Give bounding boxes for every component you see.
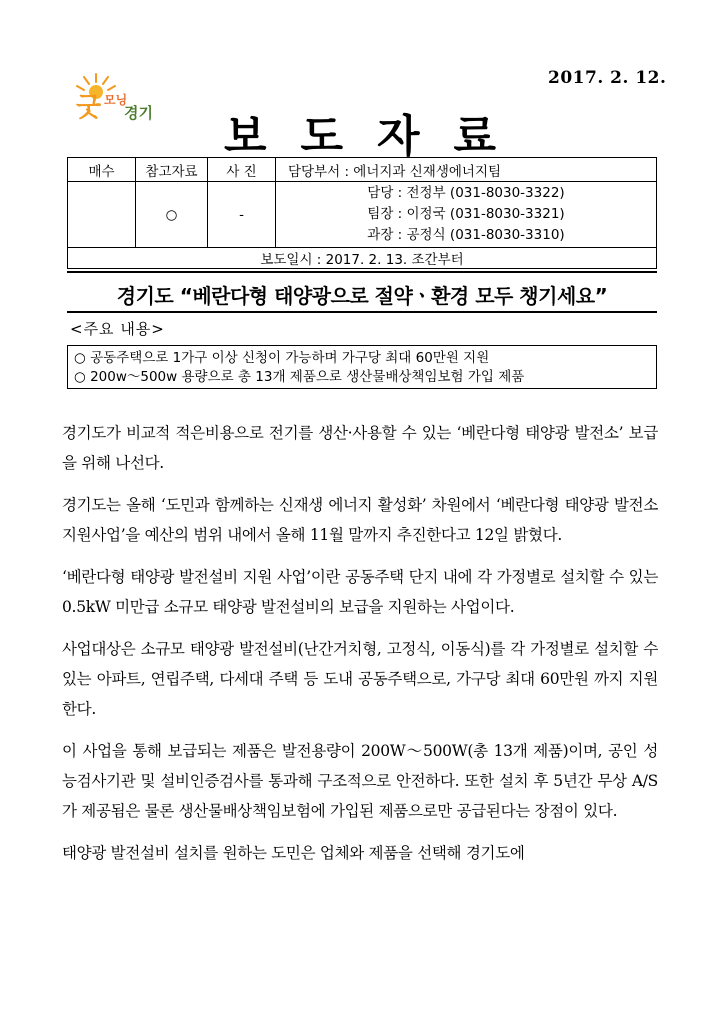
value-pages	[68, 182, 136, 248]
divider-bottom	[67, 311, 657, 313]
page-title: 보도자료	[223, 111, 530, 162]
header-reference: 참고자료	[136, 158, 208, 182]
summary-box	[67, 345, 657, 389]
summary-title: <주요 내용>	[70, 320, 165, 338]
logo-text-good: 굿	[76, 93, 102, 122]
header-pages: 매수	[68, 158, 136, 182]
paragraph: 사업대상은 소규모 태양광 발전설비(난간거치형, 고정식, 이동식)를 각 가정별로 설치할 수 있는 아파트, 연립주택, 다세대 주택 등 도내 공동주택으로, 가구당 최대 60만원 까지 지원한다.	[62, 640, 658, 718]
article-body	[62, 418, 658, 880]
paragraph: 경기도는 올해 ‘도민과 함께하는 신재생 에너지 활성화’ 차원에서 ‘베란다형 태양광 발전소 지원사업’을 예산의 범위 내에서 올해 11월 말까지 추진한다고 12일 밝혔다.	[62, 496, 658, 544]
contact-director: 과장 : 공정식 (031-8030-3310)	[367, 227, 565, 243]
headline: 경기도 “베란다형 태양광으로 절약ㆍ환경 모두 챙기세요”	[116, 284, 608, 308]
paragraph: 태양광 발전설비 설치를 원하는 도민은 업체와 제품을 선택해 경기도에	[62, 844, 525, 862]
paragraph: 경기도가 비교적 적은비용으로 전기를 생산·사용할 수 있는 ‘베란다형 태양광 발전소’ 보급을 위해 나선다.	[62, 424, 658, 472]
value-photo: -	[208, 182, 276, 248]
contact-staff: 담당 : 전정부 (031-8030-3322)	[367, 185, 565, 201]
logo-text-gyeonggi: 경기	[124, 104, 153, 122]
department: 담당부서 : 에너지과 신재생에너지팀	[276, 158, 657, 182]
value-reference: ○	[136, 182, 208, 248]
summary-item: ○ 200w～500w 용량으로 총 13개 제품으로 생산물배상책임보험 가입 제품	[74, 369, 525, 385]
paragraph: ‘베란다형 태양광 발전설비 지원 사업’이란 공동주택 단지 내에 각 가정별로 설치할 수 있는 0.5kW 미만급 소규모 태양광 발전설비의 보급을 지원하는 사업이다.	[62, 568, 658, 616]
contact-team-leader: 팀장 : 이정국 (031-8030-3321)	[367, 206, 565, 222]
summary-item: ○ 공동주택으로 1가구 이상 신청이 가능하며 가구당 최대 60만원 지원	[74, 350, 490, 366]
release-date: 2017. 2. 12.	[548, 68, 667, 88]
info-table	[67, 157, 657, 269]
contacts	[276, 182, 657, 248]
paragraph: 이 사업을 통해 보급되는 제품은 발전용량이 200W～500W(총 13개 제품)이며, 공인 성능검사기관 및 설비인증검사를 통과해 구조적으로 안전하다. 또한 설치 후 5년간 무상 A/S가 제공됨은 물론 생산물배상책임보험에 가입된 제품으로만 공급된다는 장점이 있다.	[62, 742, 658, 820]
release-time: 보도일시 : 2017. 2. 13. 조간부터	[68, 248, 657, 269]
divider-top	[67, 271, 657, 273]
logo-text-morning: 모닝	[104, 93, 128, 107]
header-photo: 사 진	[208, 158, 276, 182]
